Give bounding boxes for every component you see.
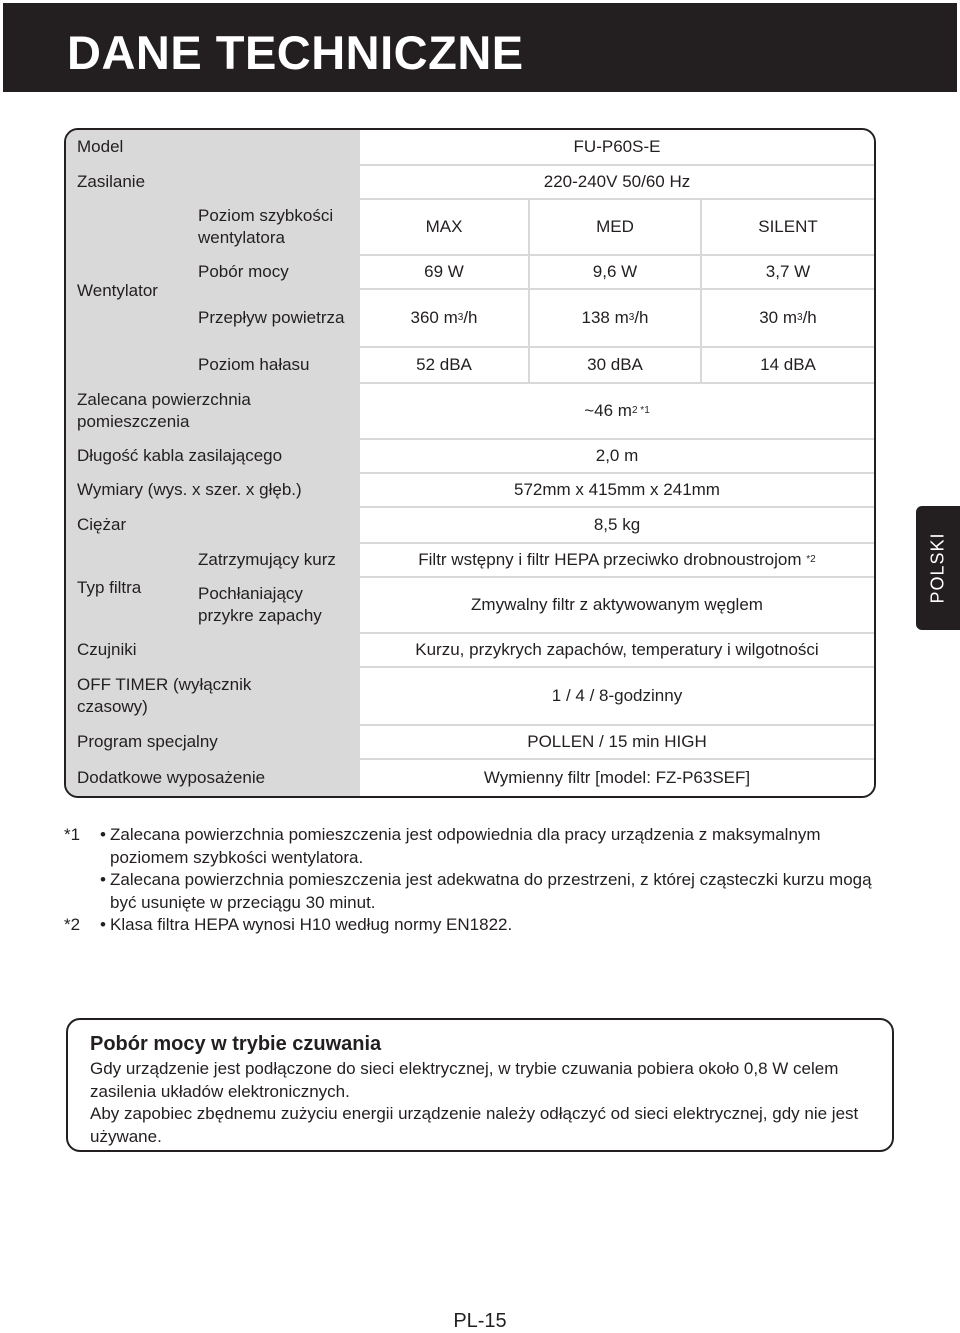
odor-filter-value: Zmywalny filtr z aktywowanym węglem: [360, 578, 874, 632]
footnote-item: [64, 824, 894, 870]
standby-paragraph-2: Aby zapobiec zbędnemu zużyciu energii urządzenie należy odłączyć od sieci elektrycznej, gdy nie jest używane.: [90, 1104, 859, 1146]
fan-speed-silent: SILENT: [702, 200, 874, 254]
cord-length-value: 2,0 m: [360, 440, 874, 472]
special-program-label: Program specjalny: [66, 726, 358, 758]
room-area-value: ~46 m 2 *1: [360, 384, 874, 438]
footnote-item: [64, 869, 894, 915]
bullet-icon: •: [100, 915, 106, 934]
weight-label: Ciężar: [66, 508, 358, 542]
footnote-mark: *2: [64, 915, 81, 934]
power-med: 9,6 W: [530, 256, 700, 288]
model-value: FU-P60S-E: [360, 130, 874, 164]
odor-filter-label: Pochłaniający przykre zapachy: [189, 578, 358, 632]
footnote-item: [64, 914, 894, 938]
fan-speed-med: MED: [530, 200, 700, 254]
weight-value: 8,5 kg: [360, 508, 874, 542]
noise-med: 30 dBA: [530, 348, 700, 382]
standby-power-box: [66, 1018, 894, 1152]
sensors-label: Czujniki: [66, 634, 358, 666]
airflow-silent: 30 m 3 /h: [702, 290, 874, 346]
cord-length-label: Długość kabla zasilającego: [66, 440, 358, 472]
language-tab: [916, 506, 960, 630]
dust-filter-label: Zatrzymujący kurz: [189, 544, 358, 576]
fan-label: Wentylator: [66, 200, 183, 382]
power-supply-label: Zasilanie: [66, 166, 358, 198]
dust-filter-value: Filtr wstępny i filtr HEPA przeciwko drobnoustrojom *2: [360, 544, 874, 576]
airflow-label: Przepływ powietrza: [189, 290, 358, 346]
accessories-label: Dodatkowe wyposażenie: [66, 760, 358, 796]
fan-speed-label: Poziom szybkości wentylatora: [189, 200, 358, 254]
spec-table: [64, 128, 876, 798]
standby-paragraph-1: Gdy urządzenie jest podłączone do sieci elektrycznej, w trybie czuwania pobiera około 0,8 W celem zasilenia układów elektronicznych.: [90, 1059, 839, 1101]
page-title: DANE TECHNICZNE: [67, 26, 524, 79]
footnote-text: Klasa filtra HEPA wynosi H10 według normy EN1822.: [110, 915, 513, 934]
power-supply-value: 220-240V 50/60 Hz: [360, 166, 874, 198]
language-tab-label: POLSKI: [927, 532, 948, 604]
power-silent: 3,7 W: [702, 256, 874, 288]
page-header: [3, 3, 957, 92]
room-area-label: Zalecana powierzchnia pomieszczenia: [66, 384, 358, 438]
off-timer-label: OFF TIMER (wyłącznik czasowy): [66, 668, 358, 724]
accessories-value: Wymienny filtr [model: FZ-P63SEF]: [360, 760, 874, 796]
special-program-value: POLLEN / 15 min HIGH: [360, 726, 874, 758]
dimensions-label: Wymiary (wys. x szer. x głęb.): [66, 474, 358, 506]
page-number: PL-15: [453, 1310, 507, 1332]
airflow-med: 138 m 3 /h: [530, 290, 700, 346]
noise-silent: 14 dBA: [702, 348, 874, 382]
airflow-max: 360 m 3 /h: [360, 290, 528, 346]
noise-label: Poziom hałasu: [189, 348, 358, 382]
fan-speed-max: MAX: [360, 200, 528, 254]
power-consumption-label: Pobór mocy: [189, 256, 358, 288]
dimensions-value: 572mm x 415mm x 241mm: [360, 474, 874, 506]
filter-type-label: Typ filtra: [66, 544, 183, 632]
model-label: Model: [66, 130, 358, 164]
noise-max: 52 dBA: [360, 348, 528, 382]
footnote-text: Zalecana powierzchnia pomieszczenia jest adekwatna do przestrzeni, z której cząsteczki kurzu mogą być usunięte w przeciągu 30 minut.: [110, 870, 872, 912]
off-timer-value: 1 / 4 / 8-godzinny: [360, 668, 874, 724]
standby-title: Pobór mocy w trybie czuwania: [90, 1033, 382, 1055]
footnote-mark: *1: [64, 825, 81, 844]
sensors-value: Kurzu, przykrych zapachów, temperatury i wilgotności: [360, 634, 874, 666]
footnote-text: Zalecana powierzchnia pomieszczenia jest odpowiednia dla pracy urządzenia z maksymalnym poziomem szybkości wentylatora.: [110, 825, 821, 867]
power-max: 69 W: [360, 256, 528, 288]
bullet-icon: •: [100, 825, 106, 844]
bullet-icon: •: [100, 870, 106, 889]
